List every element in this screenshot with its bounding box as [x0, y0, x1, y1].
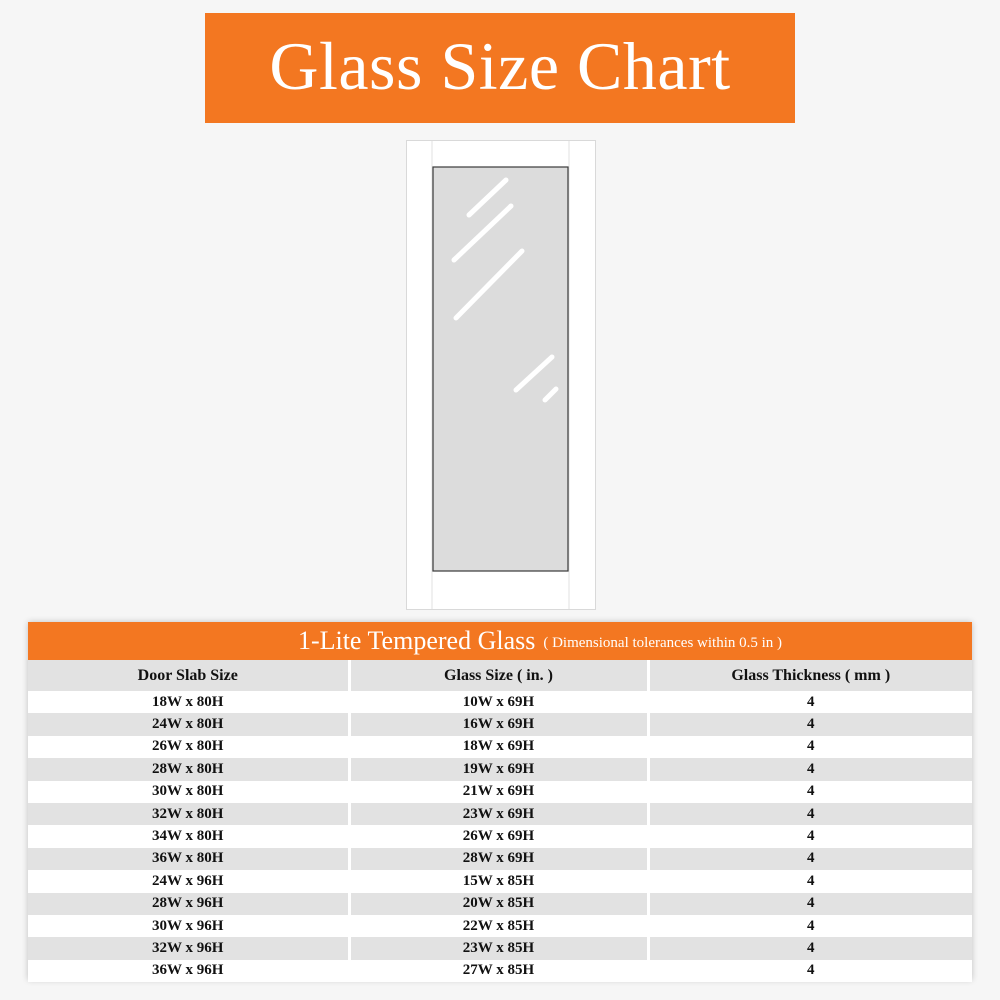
- table-cell: 4: [648, 893, 972, 915]
- table-row: [28, 870, 972, 892]
- table-row: [28, 960, 972, 982]
- table-cell: 4: [648, 781, 972, 803]
- table-heading-bar: [28, 622, 972, 660]
- table-row: [28, 915, 972, 937]
- table-cell: 4: [648, 960, 972, 982]
- table-cell: 4: [648, 937, 972, 959]
- table-cell: 19W x 69H: [349, 758, 648, 780]
- page-title: Glass Size Chart: [269, 28, 731, 104]
- table-cell: 26W x 80H: [28, 736, 349, 758]
- header-row: [28, 660, 972, 691]
- table-cell: 34W x 80H: [28, 825, 349, 847]
- table-cell: 24W x 80H: [28, 713, 349, 735]
- table-cell: 27W x 85H: [349, 960, 648, 982]
- table-cell: 4: [648, 758, 972, 780]
- table-cell: 20W x 85H: [349, 893, 648, 915]
- table-cell: 28W x 96H: [28, 893, 349, 915]
- table-cell: 4: [648, 691, 972, 713]
- table-cell: 4: [648, 736, 972, 758]
- table-heading: 1-Lite Tempered Glass: [297, 626, 536, 655]
- table-cell: 4: [648, 803, 972, 825]
- table-row: [28, 713, 972, 735]
- title-banner: [205, 13, 795, 123]
- table-cell: 18W x 69H: [349, 736, 648, 758]
- table-cell: 22W x 85H: [349, 915, 648, 937]
- table-cell: 23W x 85H: [349, 937, 648, 959]
- table-row: [28, 825, 972, 847]
- table-cell: 10W x 69H: [349, 691, 648, 713]
- column-header: Door Slab Size: [28, 660, 349, 691]
- table-row: [28, 803, 972, 825]
- table-cell: 21W x 69H: [349, 781, 648, 803]
- table-row: [28, 758, 972, 780]
- glass-size-table: [28, 622, 972, 980]
- table-cell: 36W x 96H: [28, 960, 349, 982]
- table-cell: 4: [648, 848, 972, 870]
- table-cell: 18W x 80H: [28, 691, 349, 713]
- table-cell: 4: [648, 870, 972, 892]
- table-cell: 32W x 80H: [28, 803, 349, 825]
- table-cell: 32W x 96H: [28, 937, 349, 959]
- glass-panel: [433, 167, 568, 571]
- table-note: ( Dimensional tolerances within 0.5 in ): [543, 634, 783, 651]
- table-row: [28, 937, 972, 959]
- table-cell: 15W x 85H: [349, 870, 648, 892]
- table-row: [28, 848, 972, 870]
- table-cell: 30W x 80H: [28, 781, 349, 803]
- column-header: Glass Thickness ( mm ): [648, 660, 972, 691]
- table-row: [28, 736, 972, 758]
- table-row: [28, 691, 972, 713]
- table-cell: 28W x 69H: [349, 848, 648, 870]
- table-cell: 30W x 96H: [28, 915, 349, 937]
- table-cell: 28W x 80H: [28, 758, 349, 780]
- table-cell: 4: [648, 915, 972, 937]
- table-cell: 36W x 80H: [28, 848, 349, 870]
- table-cell: 23W x 69H: [349, 803, 648, 825]
- table-cell: 16W x 69H: [349, 713, 648, 735]
- table-row: [28, 781, 972, 803]
- column-header: Glass Size ( in. ): [349, 660, 648, 691]
- table-row: [28, 893, 972, 915]
- table-cell: 4: [648, 713, 972, 735]
- table-cell: 26W x 69H: [349, 825, 648, 847]
- table-cell: 24W x 96H: [28, 870, 349, 892]
- door-with-glass-panel-icon: [406, 140, 596, 610]
- size-table: [28, 660, 972, 982]
- table-cell: 4: [648, 825, 972, 847]
